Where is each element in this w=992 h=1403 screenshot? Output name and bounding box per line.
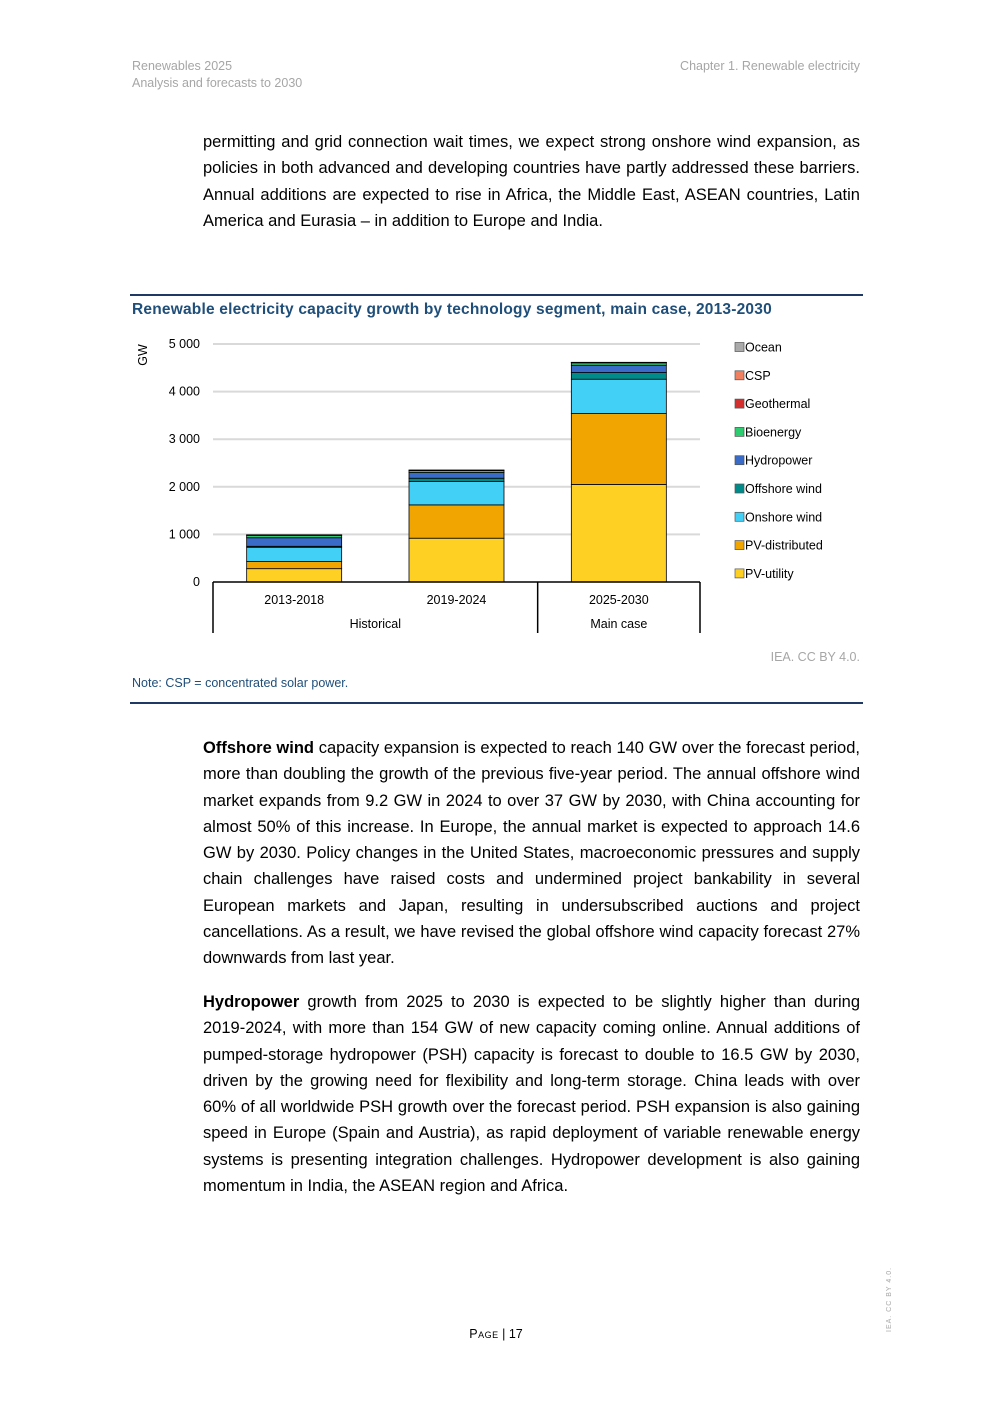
bar-segment-hydropower (409, 473, 504, 479)
chapter-title: Chapter 1. Renewable electricity (680, 59, 860, 73)
y-tick-label: 4 000 (168, 384, 200, 399)
header-left (132, 58, 302, 92)
stacked-bar-chart (130, 330, 860, 640)
legend-label: Ocean (745, 340, 782, 355)
legend-swatch (735, 456, 744, 465)
legend-label: PV-distributed (745, 538, 823, 553)
bar-segment-pv-distributed (409, 505, 504, 538)
legend-swatch (735, 343, 744, 352)
figure-top-rule (130, 294, 863, 296)
legend-swatch (735, 399, 744, 408)
figure-note: Note: CSP = concentrated solar power. (132, 676, 349, 690)
bar-segment-offshore-wind (571, 373, 666, 380)
page-separator: | (502, 1327, 506, 1341)
figure-bottom-rule (130, 702, 863, 704)
y-tick-label: 5 000 (168, 337, 200, 351)
bar-segment-hydropower (571, 365, 666, 372)
paragraph-lead: Hydropower (203, 993, 300, 1011)
bar-segment-pv-utility (409, 538, 504, 582)
legend-swatch (735, 371, 744, 380)
figure-credit: IEA. CC BY 4.0. (770, 650, 860, 664)
paragraph-hydropower (203, 989, 860, 1199)
legend-swatch (735, 512, 744, 521)
paragraph-body: growth from 2025 to 2030 is expected to be slightly higher than during 2019-2024, with more than 154 GW of new capacity coming online. Annual additions of pumped-storage hydropower (PSH) capacity is forecast to double to 16.5 GW by 2030, driven by the growing need for flexibility and long-term storage. China leads with over 60% of all worldwide PSH growth over the forecast period. PSH expansion is also gaining speed in Europe (Spain and Austria), as rapid deployment of variable renewable energy systems is presenting integration challenges. Hydropower development is also gaining momentum in India, the ASEAN region and Africa. (203, 993, 860, 1196)
page-word: Page (469, 1327, 499, 1341)
report-subtitle: Analysis and forecasts to 2030 (132, 76, 303, 90)
bar-segment-offshore-wind (409, 478, 504, 481)
group-label: Historical (349, 617, 402, 631)
report-title: Renewables 2025 (132, 59, 233, 73)
side-credit: IEA. CC BY 4.0. (886, 1266, 893, 1332)
bar-segment-pv-distributed (571, 413, 666, 484)
bar-segment-hydropower (247, 538, 342, 547)
paragraph-lead: Offshore wind (203, 739, 315, 757)
legend-label: PV-utility (745, 566, 794, 581)
paragraph-offshore-wind (203, 735, 860, 972)
bar-segment-pv-utility (247, 569, 342, 582)
page-number: 17 (508, 1327, 523, 1341)
legend-swatch (735, 427, 744, 436)
legend-label: Offshore wind (745, 482, 822, 496)
legend-label: Geothermal (745, 397, 811, 412)
y-tick-label: 3 000 (168, 432, 200, 447)
y-tick-label: 2 000 (168, 479, 200, 494)
legend-swatch (735, 541, 744, 550)
legend-label: Onshore wind (745, 510, 823, 525)
paragraph-body: capacity expansion is expected to reach 140 GW over the forecast period, more than doubling the growth of the previous five-year period. The annual offshore wind market expands from 9.2 GW in 2024 to over 37 GW by 2030, with China accounting for almost 50% of this increase. In Europe, the annual market is expected to approach 14.6 GW by 2030. Policy changes in the United States, macroeconomic pressures and supply chain challenges have raised costs and undermined project bankability in several European markets and Japan, resulting in undersubscribed auctions and project cancellations. As a result, we have revised the global offshore wind capacity forecast 27% downwards from last year. (203, 739, 860, 968)
intro-paragraph: permitting and grid connection wait times, we expect strong onshore wind expansion, as policies in both advanced and developing countries have partly addressed these barriers. Annual additions are expected to rise in Africa, the Middle East, ASEAN countries, Latin America and Eurasia – in addition to Europe and India. (203, 133, 860, 230)
y-tick-label: 1 000 (168, 527, 200, 542)
legend-label: Bioenergy (745, 425, 802, 440)
bar-segment-pv-utility (571, 484, 666, 582)
bar-segment-onshore-wind (571, 379, 666, 413)
legend-label: Hydropower (745, 453, 813, 468)
x-tick-label: 2013-2018 (264, 593, 325, 607)
legend-swatch (735, 484, 744, 493)
legend-label: CSP (745, 368, 771, 383)
x-tick-label: 2025-2030 (588, 593, 649, 607)
x-tick-label: 2019-2024 (426, 593, 487, 607)
bar-segment-pv-distributed (247, 562, 342, 569)
bar-segment-onshore-wind (247, 547, 342, 561)
page-footer (0, 1327, 992, 1341)
legend-swatch (735, 569, 744, 578)
figure-title: Renewable electricity capacity growth by technology segment, main case, 2013-2030 (132, 301, 772, 318)
bar-segment-onshore-wind (409, 482, 504, 505)
group-label: Main case (590, 617, 648, 631)
y-tick-label: 0 (193, 575, 200, 589)
y-axis-label: GW (136, 344, 150, 366)
